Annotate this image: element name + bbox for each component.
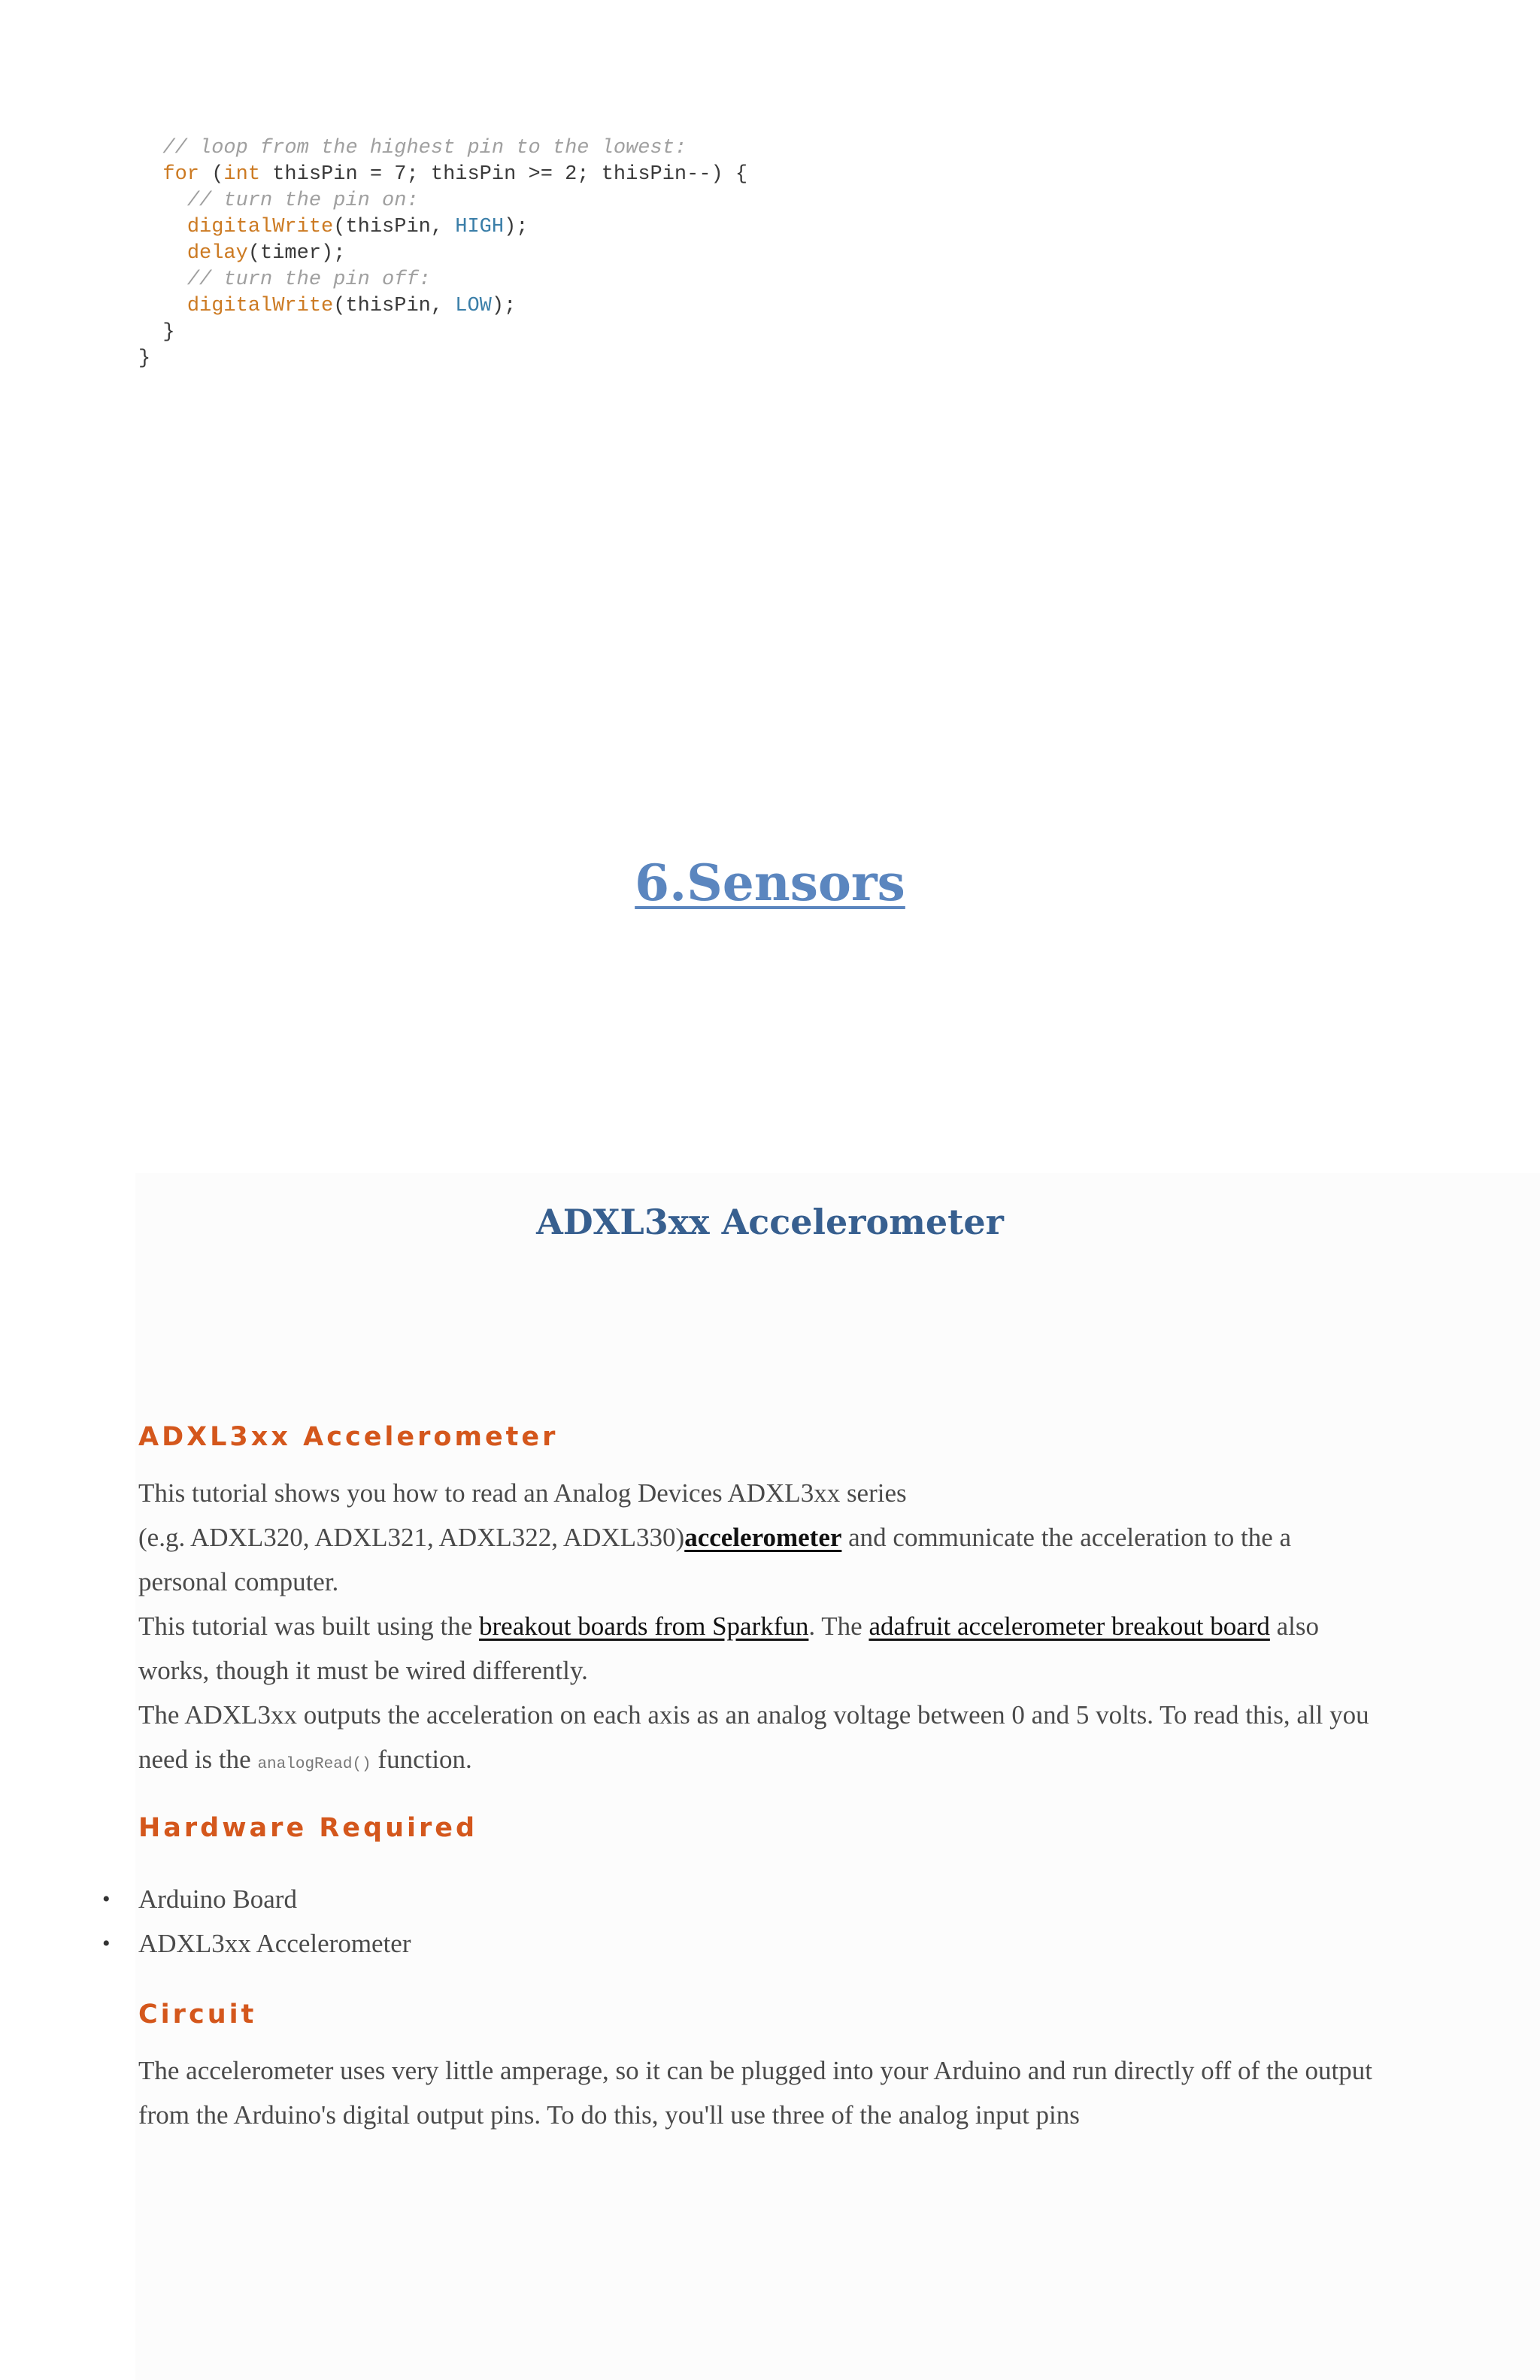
inline-code: analogRead() — [257, 1756, 371, 1773]
intro-text: The ADXL3xx outputs the acceleration on each axis as an analog voltage between 0 and 5 volts. To read this, all you need is the — [138, 1700, 1369, 1774]
code-line — [138, 267, 1041, 293]
intro-sentence — [138, 1515, 1387, 1604]
code-line — [138, 162, 1041, 188]
code-brace: } — [162, 321, 175, 344]
intro-text: (e.g. ADXL320, ADXL321, ADXL322, ADXL330) — [138, 1523, 685, 1552]
intro-sentence — [138, 1604, 1387, 1693]
code-text: ( — [199, 163, 224, 186]
list-item-label: ADXL3xx Accelerometer — [138, 1929, 411, 1958]
code-function: digitalWrite — [186, 216, 334, 238]
sparkfun-link[interactable]: breakout boards from Sparkfun — [479, 1611, 809, 1641]
intro-text: and communicate the acceleration to the a personal computer. — [138, 1523, 1292, 1596]
section-title: ADXL3xx Accelerometer — [536, 1202, 1004, 1242]
code-text: ); — [504, 216, 529, 238]
bullet-icon: • — [102, 1931, 111, 1956]
code-constant: LOW — [455, 295, 492, 317]
heading-intro: ADXL3xx Accelerometer — [138, 1422, 559, 1452]
code-line — [138, 346, 1041, 372]
code-function: delay — [186, 242, 248, 265]
circuit-paragraph: The accelerometer uses very little amperage, so it can be plugged into your Arduino and run directly off of the output from the Arduino's digital output pins. To do this, you'll use three of the analog input pins — [138, 2056, 1372, 2130]
code-line — [138, 241, 1041, 267]
chapter-title-wrap — [0, 853, 1540, 912]
heading-hardware: Hardware Required — [138, 1813, 478, 1843]
code-line — [138, 135, 1041, 162]
intro-text: function. — [371, 1745, 472, 1774]
code-text: (thisPin, — [333, 295, 456, 317]
code-constant: HIGH — [455, 216, 505, 238]
intro-paragraph — [138, 1471, 1387, 1787]
code-keyword: for — [162, 163, 200, 186]
code-keyword: int — [223, 163, 261, 186]
intro-line-1: This tutorial shows you how to read an Analog Devices ADXL3xx series — [138, 1478, 907, 1508]
intro-sentence — [138, 1693, 1387, 1787]
chapter-title: 6.Sensors — [635, 853, 905, 912]
code-function: digitalWrite — [186, 295, 334, 317]
code-text: ); — [491, 295, 517, 317]
list-item — [102, 1921, 411, 1966]
code-text: (thisPin, — [333, 216, 456, 238]
list-item — [102, 1877, 411, 1921]
intro-text: This tutorial was built using the — [138, 1611, 480, 1641]
code-comment: // turn the pin on: — [186, 189, 419, 212]
code-line — [138, 214, 1041, 241]
accelerometer-link[interactable]: accelerometer — [684, 1523, 842, 1552]
intro-text: . The — [808, 1611, 869, 1641]
bullet-icon: • — [102, 1887, 111, 1912]
code-comment: // turn the pin off: — [186, 268, 431, 291]
hardware-list — [102, 1877, 411, 1966]
code-line — [138, 293, 1041, 320]
adafruit-link[interactable]: adafruit accelerometer breakout board — [869, 1611, 1270, 1641]
code-text: thisPin = 7; thisPin >= 2; thisPin--) { — [260, 163, 748, 186]
code-text: (timer); — [247, 242, 346, 265]
code-block — [138, 135, 1041, 372]
code-brace: } — [138, 347, 151, 370]
list-item-label: Arduino Board — [138, 1884, 297, 1914]
code-comment: // loop from the highest pin to the lowest: — [162, 137, 687, 159]
intro-text: also works, though it must be wired differently. — [138, 1611, 1320, 1685]
heading-circuit: Circuit — [138, 2000, 257, 2030]
code-line — [138, 320, 1041, 346]
code-line — [138, 188, 1041, 214]
